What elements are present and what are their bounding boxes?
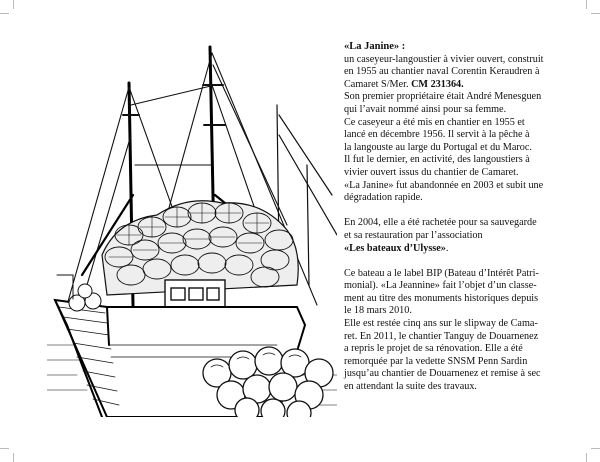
crop-mark-top-right-v (586, 0, 587, 9)
history-line: dégradation rapide. (344, 192, 423, 204)
intro-line: un caseyeur-langoustier à vivier ouvert, construit (344, 53, 544, 65)
history-line: «La Janine» fut abandonnée en 2003 et subit une (344, 179, 544, 191)
history-line: Ce caseyeur a été mis en chantier en 1955 et (344, 116, 525, 128)
association-name: «Les bateaux d’Ulysse» (344, 242, 446, 254)
boat-illustration (47, 45, 337, 417)
crop-mark-top-left (0, 13, 9, 14)
crop-mark-bottom-right-v (586, 453, 587, 462)
rescue-line: En 2004, elle a été rachetée pour sa sauvegarde (344, 217, 537, 229)
history-line: Il fut le dernier, en activité, des langoustiers à (344, 154, 530, 166)
history-line: qui l’avait nommé ainsi pour sa femme. (344, 103, 507, 115)
rescue-line: et sa restauration par l’association (344, 229, 483, 241)
label-line: le 18 mars 2010. (344, 305, 412, 317)
paragraph-gap (344, 205, 580, 218)
article-text (344, 41, 580, 394)
crop-mark-top-right (591, 13, 600, 14)
label-line: remorquée par la vedette SNSM Penn Sardin (344, 355, 528, 367)
crop-mark-bottom-left-v (13, 453, 14, 462)
history-line: vivier ouvert issus du chantier de Camaret. (344, 166, 519, 178)
rescue-end: . (445, 242, 449, 254)
label-line: a repris le projet de sa rénovation. Elle a été (344, 343, 523, 355)
crop-mark-bottom-left (0, 448, 9, 449)
label-line: monial). «La Jeannine» fait l’objet d’un classe- (344, 280, 537, 292)
label-line: Elle est restée cinq ans sur le slipway de Cama- (344, 318, 538, 330)
crop-mark-bottom-right (591, 448, 600, 449)
history-line: Son premier propriétaire était André Menesguen (344, 91, 542, 103)
paragraph-gap (344, 255, 580, 268)
intro-line (344, 79, 580, 92)
crop-mark-top-left-v (13, 0, 14, 9)
intro-place: Camaret S/Mer. (344, 78, 409, 90)
label-line: ret. En 2011, le chantier Tanguy de Douarnenez (344, 330, 539, 342)
registration-number: CM 231364. (411, 78, 464, 90)
label-line: Ce bateau a le label BIP (Bateau d’Intérêt Patri- (344, 267, 539, 279)
intro-line: en 1955 au chantier naval Corentin Keraudren à (344, 66, 540, 78)
label-line: jusqu’au chantier de Douarnenez et remise à sec (344, 368, 541, 380)
history-line: lancé en décembre 1956. Il servit à la pêche à (344, 129, 530, 141)
boat-title: «La Janine» : (344, 41, 406, 52)
label-line: ment au titre des monuments historiques depuis (344, 292, 539, 304)
label-line: en attendant la suite des travaux. (344, 381, 477, 393)
rescue-line (344, 243, 580, 256)
history-line: la langouste au large du Portugal et du Maroc. (344, 141, 532, 153)
